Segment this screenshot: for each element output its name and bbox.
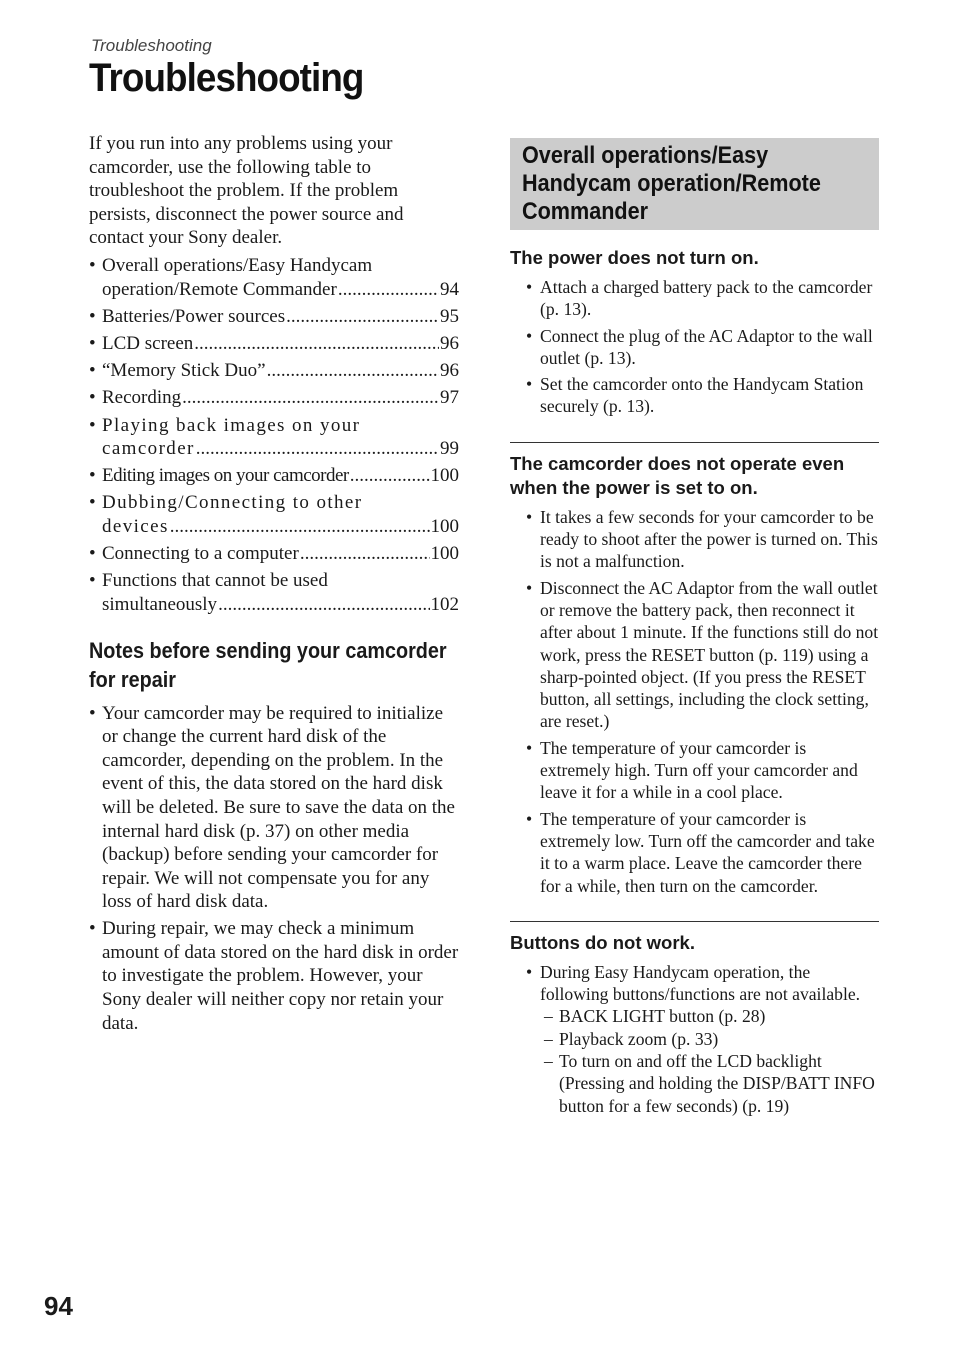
toc-label: Connecting to a computer [102,543,299,565]
toc-page: 96 [440,360,459,382]
list-item: • Set the camcorder onto the Handycam Station securely (p. 13). [526,374,864,417]
toc-item: • Functions that cannot be used simultaneously ..... 102 [89,569,459,616]
toc-label: Editing images on your camcorder [102,465,349,487]
list-item: – Playback zoom (p. 33) [544,1028,719,1049]
bullet-glyph: • [526,808,533,829]
problem-title: The power does not turn on. [510,247,759,268]
solution-list [510,961,879,1117]
toc-page: 100 [430,516,459,538]
page-number: 94 [44,1291,73,1321]
list-item: • Connect the plug of the AC Adaptor to the wall outlet (p. 13). [526,325,873,368]
intro-paragraph: If you run into any problems using your camcorder, use the following table to troubleshoot the problem. If the problem persists, disconnect the power source and contact your Sony dealer. [89,133,404,249]
bullet-glyph: • [89,570,96,592]
toc-item: • Dubbing/Connecting to other devices ..... 100 [89,491,459,538]
note-text: During repair, we may check a minimum amount of data stored on the hard disk in order to investigate the problem. However, your Sony dealer will neither copy nor retain your data. [102,918,459,1034]
note-text: Your camcorder may be required to initialize or change the current hard disk of the camcorder, depending on the problem. In the event of this, the data stored on the hard disk will be deleted. Be sure to save the data on the internal hard disk (p. 37) on other media (backup) before sending your camcorder for repair. We will not compensate you for any loss of hard disk data. [102,702,455,913]
bullet-glyph: • [89,543,96,565]
running-head: Troubleshooting [91,36,212,55]
toc-item [89,386,459,410]
page-title: Troubleshooting [89,56,364,100]
toc-page: 100 [430,465,459,487]
bullet-glyph: • [89,492,96,514]
bullet-glyph: • [526,961,533,982]
list-item: • During Easy Handycam operation, the following buttons/functions are not available. – BACK LIGHT button (p. 28) – Playback zoom (p. 33) – To turn on and off the LCD backlight (Pressing and holding the DISP/BATT INFO button for a few seconds) (p. 19) [540,961,879,1117]
notes-heading: Notes before sending your camcorder for repair [89,637,447,692]
list-item [89,702,459,914]
bullet-glyph: • [89,918,96,940]
solution-list [510,276,879,418]
dash-glyph: – [544,1051,553,1072]
section-heading-box [510,138,879,230]
left-column [89,132,459,1038]
list-item: • Attach a charged battery pack to the camcorder (p. 13). [526,277,873,320]
bullet-glyph: • [526,577,533,598]
list-item: – BACK LIGHT button (p. 28) [544,1006,766,1027]
bullet-glyph: • [526,737,533,758]
bullet-glyph: • [89,387,96,409]
dash-glyph: – [544,1006,553,1027]
bullet-glyph: • [89,360,96,382]
toc-item [89,332,459,356]
toc-label: LCD screen [102,332,194,354]
problem-title: Buttons do not work. [510,931,695,953]
toc-item: • Overall operations/Easy Handycam operation/Remote Commander ..... 94 [89,254,459,301]
toc-item: • Playing back images on your camcorder ..... 99 [89,414,459,461]
list-item: • Disconnect the AC Adaptor from the wall outlet or remove the battery pack, then reconnect it after about 1 minute. If the functions still do not work, press the RESET button (p. 119) using a sharp-pointed object. (If you press the RESET button, all settings, including the clock setting, are reset.) [526,577,879,732]
bullet-glyph: • [89,414,96,436]
toc-label-line-1: Overall operations/Easy Handycam [102,254,373,276]
toc-page: 100 [430,543,459,565]
toc-label: Recording [102,387,182,409]
list-item: – To turn on and off the LCD backlight (Pressing and holding the DISP/BATT INFO button for a few seconds) (p. 19) [544,1051,875,1116]
toc-list [89,254,459,617]
dash-glyph: – [544,1028,553,1049]
bullet-glyph: • [526,277,533,297]
toc-page: 97 [440,387,459,409]
bullet-glyph: • [526,325,533,346]
section-heading: Overall operations/Easy Handycam operation/Remote Commander [522,142,821,225]
toc-page: 99 [440,438,459,460]
bullet-glyph: • [526,506,533,527]
bullet-glyph: • [526,374,533,395]
toc-label: “Memory Stick Duo” [102,360,266,382]
toc-item [89,305,459,329]
toc-label: Batteries/Power sources [102,305,286,327]
problem-title: The camcorder does not operate even when the power is set to on. [510,452,845,498]
toc-item [89,359,459,383]
toc-item [89,464,459,488]
notes-list [89,702,459,1036]
bullet-glyph: • [89,254,96,276]
toc-page: 102 [430,594,459,616]
bullet-glyph: • [89,305,96,327]
list-item [89,917,459,1035]
list-item: • The temperature of your camcorder is extremely low. Turn off the camcorder and take it to a warm place. Leave the camcorder there for a while, then turn on the camcorder. [526,808,875,896]
bullet-glyph: • [89,702,96,724]
right-column [510,138,879,1121]
list-item: • It takes a few seconds for your camcorder to be ready to shoot after the power is turned on. This is not a malfunction. [526,506,878,572]
bullet-glyph: • [89,332,96,354]
toc-item [89,542,459,566]
toc-page: 96 [440,332,459,354]
bullet-glyph: • [89,465,96,487]
toc-page: 95 [440,305,459,327]
sub-list [540,1005,879,1116]
list-item: • The temperature of your camcorder is extremely high. Turn off your camcorder and leave it for a while in a cool place. [526,737,858,803]
toc-page: 94 [440,278,459,300]
solution-list [510,506,879,897]
